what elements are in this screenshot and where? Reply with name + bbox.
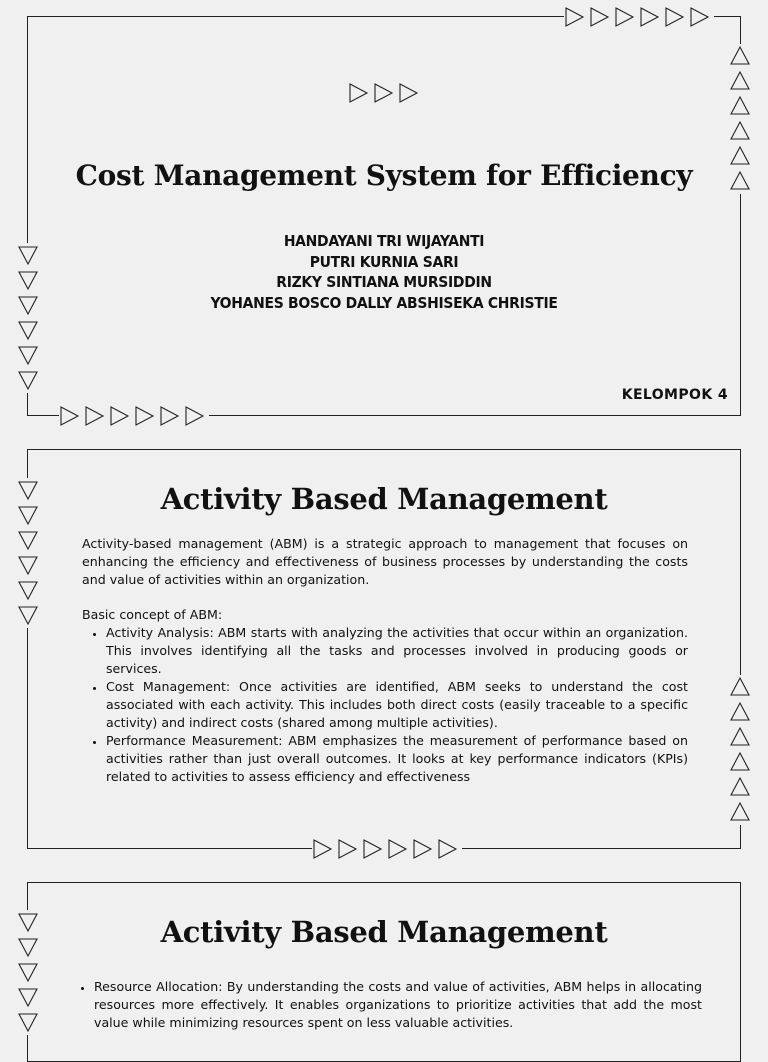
triangle-icon xyxy=(729,44,751,69)
triangle-icon xyxy=(17,243,39,268)
triangle-icon xyxy=(398,82,423,104)
triangle-icon xyxy=(17,603,39,628)
triangle-icon xyxy=(729,144,751,169)
triangle-icon xyxy=(729,675,751,700)
triangle-icon xyxy=(109,405,134,427)
triangle-icon xyxy=(84,405,109,427)
triangle-strip-icon xyxy=(17,910,39,1035)
triangle-icon xyxy=(17,268,39,293)
intro-paragraph: Activity-based management (ABM) is a strategic approach to management that focuses on enhancing the efficiency and effectiveness of business processes by understanding the costs and value of activities within an organization. xyxy=(82,536,688,587)
list-item: • Performance Measurement: ABM emphasizes the measurement of performance based on activities rather than just overall outcomes. It looks at key performance indicators (KPIs) related to activities to assess efficiency and effectiveness xyxy=(106,732,688,786)
triangle-icon xyxy=(17,935,39,960)
list-item: • Resource Allocation: By understanding the costs and value of activities, ABM helps in allocating resources more effectively. It enables organizations to prioritize activities that add the most value while minimizing resources spent on less valuable activities. xyxy=(94,978,702,1032)
triangle-icon xyxy=(159,405,184,427)
triangle-strip-icon xyxy=(312,838,462,860)
triangle-strip-icon xyxy=(348,82,423,104)
triangle-icon xyxy=(17,293,39,318)
triangle-icon xyxy=(17,1010,39,1035)
triangle-strip-icon xyxy=(17,478,39,628)
triangle-icon xyxy=(564,6,589,28)
slide-body xyxy=(82,535,688,786)
slide-title: Activity Based Management xyxy=(160,482,608,516)
triangle-icon xyxy=(17,985,39,1010)
triangle-icon xyxy=(184,405,209,427)
triangle-icon xyxy=(729,750,751,775)
triangle-icon xyxy=(17,553,39,578)
triangle-icon xyxy=(729,69,751,94)
triangle-icon xyxy=(589,6,614,28)
triangle-icon xyxy=(729,800,751,825)
triangle-strip-icon xyxy=(729,44,751,194)
triangle-icon xyxy=(387,838,412,860)
list-item: • Activity Analysis: ABM starts with analyzing the activities that occur within an organization. This involves identifying all the tasks and processes involved in producing goods or services. xyxy=(106,624,688,678)
triangle-icon xyxy=(729,775,751,800)
triangle-icon xyxy=(664,6,689,28)
author-name: RIZKY SINTIANA MURSIDDIN xyxy=(276,273,492,291)
triangle-icon xyxy=(337,838,362,860)
triangle-icon xyxy=(729,725,751,750)
slide-title xyxy=(27,16,741,416)
triangle-icon xyxy=(412,838,437,860)
triangle-icon xyxy=(17,318,39,343)
triangle-icon xyxy=(437,838,462,860)
slide-title: Activity Based Management xyxy=(160,915,608,949)
triangle-strip-icon xyxy=(17,243,39,393)
triangle-strip-icon xyxy=(564,6,714,28)
triangle-icon xyxy=(639,6,664,28)
triangle-icon xyxy=(312,838,337,860)
triangle-icon xyxy=(729,119,751,144)
slide-abm-1 xyxy=(27,449,741,849)
triangle-icon xyxy=(729,700,751,725)
triangle-icon xyxy=(373,82,398,104)
triangle-icon xyxy=(614,6,639,28)
triangle-strip-icon xyxy=(59,405,209,427)
triangle-icon xyxy=(729,94,751,119)
triangle-icon xyxy=(689,6,714,28)
triangle-icon xyxy=(17,503,39,528)
triangle-icon xyxy=(729,169,751,194)
triangle-icon xyxy=(348,82,373,104)
author-name: YOHANES BOSCO DALLY ABSHISEKA CHRISTIE xyxy=(210,293,558,312)
triangle-icon xyxy=(17,368,39,393)
author-name: PUTRI KURNIA SARI xyxy=(309,252,459,271)
concept-heading: Basic concept of ABM: xyxy=(82,607,223,622)
triangle-icon xyxy=(17,478,39,503)
triangle-icon xyxy=(134,405,159,427)
triangle-icon xyxy=(17,960,39,985)
author-list xyxy=(28,231,740,313)
triangle-icon xyxy=(362,838,387,860)
triangle-strip-icon xyxy=(729,675,751,825)
triangle-icon xyxy=(17,578,39,603)
slide-abm-2 xyxy=(27,882,741,1062)
triangle-icon xyxy=(17,343,39,368)
triangle-icon xyxy=(17,910,39,935)
group-label: KELOMPOK 4 xyxy=(621,387,728,403)
page-title: Cost Management System for Efficiency xyxy=(75,159,693,192)
author-name: HANDAYANI TRI WIJAYANTI xyxy=(283,232,485,250)
bullet-list xyxy=(82,624,688,786)
triangle-icon xyxy=(17,528,39,553)
list-item: • Cost Management: Once activities are identified, ABM seeks to understand the cost associated with each activity. This includes both direct costs (easily traceable to a specific activity) and indirect costs (shared among multiple activities). xyxy=(106,678,688,732)
triangle-icon xyxy=(59,405,84,427)
